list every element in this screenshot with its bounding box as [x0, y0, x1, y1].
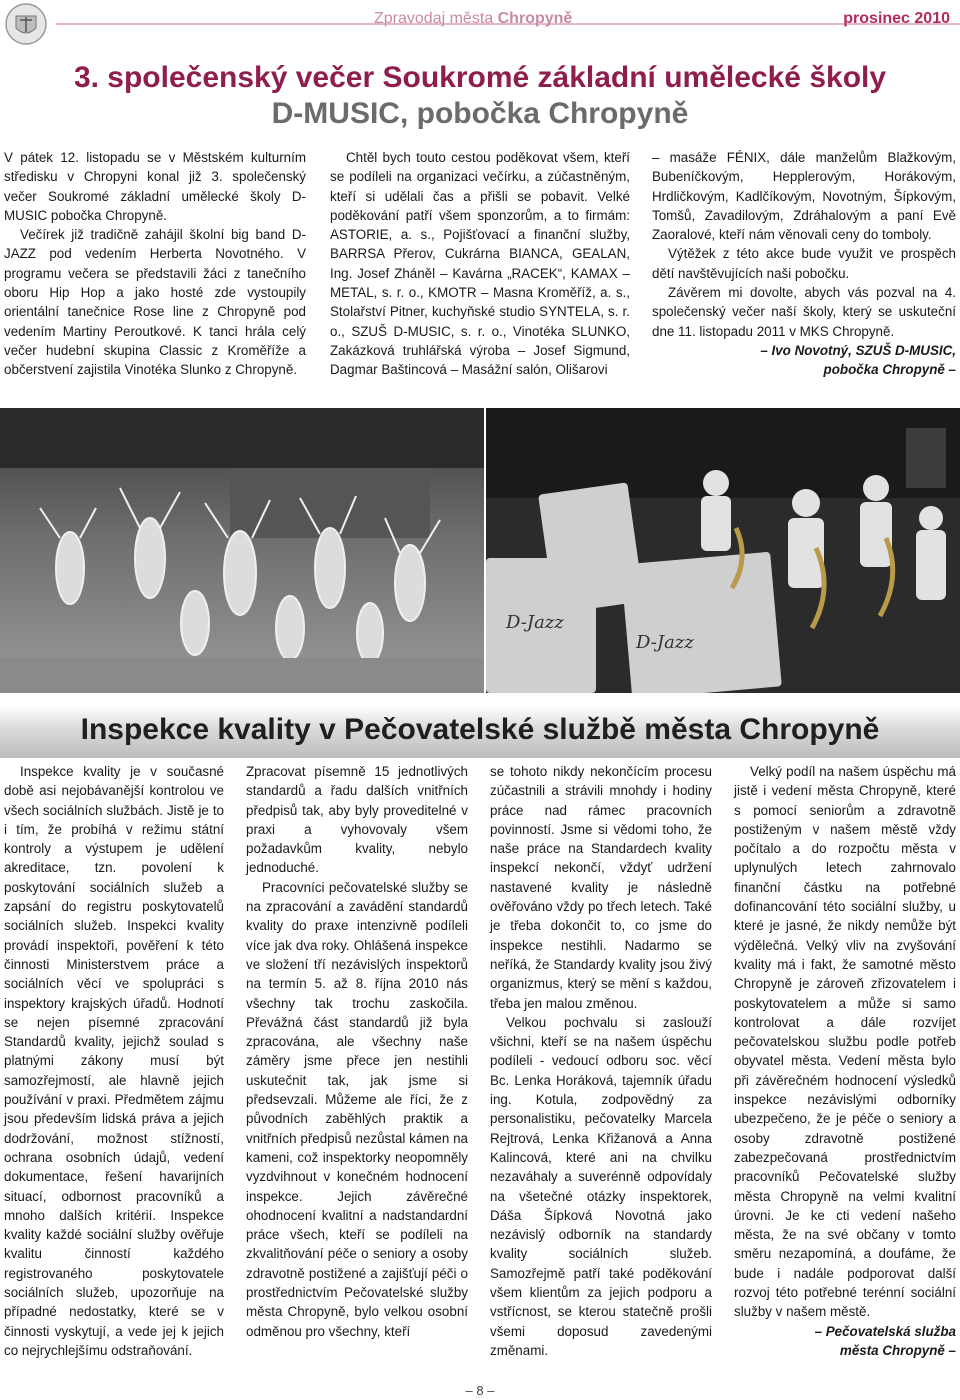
- article2-column-1: [4, 762, 224, 1360]
- article1-signature-line2: pobočka Chropyně –: [823, 362, 956, 378]
- big-band-photo: [486, 408, 960, 693]
- paragraph: Velkou pochvalu si zaslouží všichni, kteří se na našem úspěchu podíleli - vedoucí odboru soc. věcí Bc. Lenka Horáková, tajemník úřadu ing. Kotula, zodpovědný za personalistiku, pečovatelky Marcela Rejtrová, Lenka Křižanová a Anna Kalincová, které ani na chvilku nezaváhaly a suverénně odpovídaly na všetečné otázky inspektorek, Dáša Šípková Novotná jako nezávislý odborník na standardy kvality sociálních služeb. Samozřejmě patří také poděkování všem klientům za jejich podporu a vstřícnost, se kterou statečně prošli všemi doposud zavedenými změnami.: [490, 1014, 712, 1358]
- article2-column-2: [246, 762, 468, 1341]
- paragraph: se tohoto nikdy nekončícím procesu zúčastnili a strávili mnohdy i hodiny práce nad rámec pracovních povinností. Jsme si vědomi toho, že naše práce na Standardech kvality inspekcí nekončí, vždyť udržení nastavené kvality je následně ověřováno vždy po třech letech. Také je třeba dokončit to, co jsme do inspekce nestihli. Nadarmo se neříká, že Standardy kvality jsou živý organizmus, který se mění s každou, třeba jen malou změnou.: [490, 764, 712, 1011]
- city-crest-icon: [4, 2, 48, 46]
- issue-date: prosinec 2010: [843, 10, 950, 27]
- dance-photo: [0, 408, 484, 693]
- article2-title-banner: [0, 706, 960, 758]
- article1-title: [0, 60, 960, 132]
- article2-title: Inspekce kvality v Pečovatelské službě města Chropyně: [80, 713, 880, 746]
- article2-signature-line2: města Chropyně –: [839, 1342, 956, 1358]
- paragraph: Zpracovat písemně 15 jednotlivých standardů a řadu dalších vnitřních předpisů tak, aby byly proveditelné v praxi a vyhovovaly všem požadavkům kvality, nebylo jednoduché.: [246, 764, 468, 876]
- article1-column-3: [652, 148, 956, 380]
- article1-column-2: [330, 148, 630, 380]
- paragraph: V pátek 12. listopadu se v Městském kulturním středisku v Chropyni konal již 3. společenský večer Soukromé základní umělecké školy D-MUSIC pobočka Chropyně.: [4, 150, 306, 223]
- article1-title-line2: D-MUSIC, pobočka Chropyně: [271, 97, 689, 130]
- paragraph: Závěrem mi dovolte, abych vás pozval na 4. společenský večer naší školy, který se uskuteční dne 11. listopadu 2011 v MKS Chropyně.: [652, 285, 956, 339]
- music-stand-label: D-Jazz: [506, 612, 564, 633]
- article1-title-line1: 3. společenský večer Soukromé základní umělecké školy: [73, 61, 887, 94]
- paragraph: Večírek již tradičně zahájil školní big band D-JAZZ pod vedením Herberta Novotného. V programu večera se představili žáci z tanečního oboru Hip Hop a jako hosté zde vystoupily orientální tanečnice Rose line z Chropyně pod vedením Martiny Peroutkové. K tanci hrála celý večer hudební skupina Classic z Kroměříže a občerstvení zajistila Vinotéka Slunko z Chropyně.: [4, 227, 306, 378]
- page-number: – 8 –: [465, 1383, 495, 1398]
- article1-signature-line1: – Ivo Novotný, SZUŠ D-MUSIC,: [760, 342, 956, 358]
- article2-column-3: [490, 762, 712, 1360]
- photo-strip: [0, 408, 960, 693]
- paragraph: Velký podíl na našem úspěchu má jistě i vedení města Chropyně, které s pomocí seniorům a zdravotně postiženým v našem městě vždy počítalo a do rozpočtu města v uplynulých letech zahrnovalo finanční částku na potřebné dofinancování této sociální služby, u které je jasné, že nikdy nemůže být výdělečná. Velký vliv na zvyšování kvality má i fakt, že samotné město Chropyně je zároveň zřizovatelem i poskytovatelem a může si samo kontrolovat a dále rozvíjet pečovatelskou službu podle potřeb obyvatel města. Vedení města bylo při závěrečném hodnocení výsledků inspekce nezávislými odborníky ubezpečeno, že je péče o seniory a osoby zdravotně postižené zabezpečovaná prostřednictvím pracovníků Pečovatelské služby města Chropyně na velmi kvalitní úrovni. Je ke cti vedení našeho města, že na své občany v tomto směru nezapomíná, a doufáme, že bude i nadále podporovat další rozvoj této potřebné terénní sociální služby v našem městě.: [734, 764, 956, 1320]
- page-header: [0, 0, 960, 50]
- dance-photo-graphic: [0, 408, 484, 693]
- paragraph: – masáže FÉNIX, dále manželům Blažkovým, Bubeníčkovým, Hepplerovým, Horákovým, Hrdličkovým, Kadlčíkovým, Novotným, Šípkovým, Tomšů, Zavadilovým, Zdráhalovým a paní Evě Zaoralové, kteří nám věnovali ceny do tomboly.: [652, 150, 956, 243]
- article2-column-4: [734, 762, 956, 1360]
- music-stand-label: D-Jazz: [636, 632, 694, 653]
- article1-column-1: [4, 148, 306, 380]
- newsletter-name: Zpravodaj města Chropyně: [374, 10, 573, 27]
- paragraph: Chtěl bych touto cestou poděkovat všem, kteří se podíleli na organizaci večírku, a zúčastněným, kteří si udělali čas a přišli se pobavit. Velké poděkování patří všem sponzorům, a to firmám: ASTORIE, a. s., Pojišťovací a finanční služby, BARRSA Přerov, Cukrárna BIANCA, GEALAN, Ing. Josef Zháněl – Kavárna „RACEK“, KAMAX – METAL, s. r. o., KMOTR – Masna Kroměříž, a. s., Stolařství Pitner, kuchyňské studio SYNTELA, s. r. o., SZUŠ D-MUSIC, s. r. o., Vinotéka SLUNKO, Zakázková truhlářská výroba – Josef Sigmund, Dagmar Baštincová – Masážní salón, Olišarovi: [330, 150, 630, 378]
- paragraph: Pracovníci pečovatelské služby se na zpracování a zavádění standardů kvality do praxe intenzivně podíleli více jak dva roky. Ohlášená inspekce ve složení tří nezávislých inspektorů na termín 5. až 8. října 2010 nás všechny tak trochu zaskočila. Převážná část standardů již byla zpracována, ale všechny naše záměry jsme přece jen nestihli uskutečnit tak, jak jsme si předsevzali. Můžeme ale říci, že z původních zaběhlých praktik a vnitřních předpisů nezůstal kámen na kameni, což inspektorky neopomněly vyzdvihnout v konečném hodnocení inspekce. Jejich závěrečné ohodnocení kvalitní a nadstandardní práce všech, kteří se podíleli na zkvalitňování péče o seniory a osoby zdravotně postižené a zajišťují péči o prostřednictvím Pečovatelské služby města Chropyně, bylo velkou osobní odměnou pro všechny, kteří: [246, 879, 468, 1339]
- paragraph: Výtěžek z této akce bude využit ve prospěch dětí navštěvujících naši pobočku.: [652, 246, 956, 281]
- paragraph: Inspekce kvality je v současné době asi nejobávanější kontrolou ve všech sociálních službách. Jistě je to i tím, že probíhá v režimu státní kontroly a výstupem je udělení akreditace, tzn. povolení k poskytování sociálních služeb a zapsání do registru poskytovatelů sociálních služeb. Inspekci kvality provádí inspektoři, pověření k této činnosti Ministerstvem práce a sociálních věcí ve spolupráci s inspektory krajských úřadů. Hodnotí se nejen písemné zpracování Standardů kvality, jejichž soulad s platnými zákony musí být samozřejmostí, ale hlavně jejich používání v praxi. Předmětem zájmu jsou především lidská práva a jejich dodržování, možnost stížností, ochrana osobních údajů, vedení dokumentace, řešení havarijních situací, odbornost pracovníků a mnoho dalších kritérií. Inspekce kvality každé sociální služby ověřuje kvalitu činností každého registrovaného poskytovatele sociálních služeb, upozorňuje na případné nedostatky, které se v činnosti vyskytují, a vede jej k jejich co nejrychlejšímu odstraňování.: [4, 764, 224, 1358]
- big-band-photo-graphic: [486, 408, 960, 693]
- article2-signature-line1: – Pečovatelská služba: [814, 1323, 956, 1339]
